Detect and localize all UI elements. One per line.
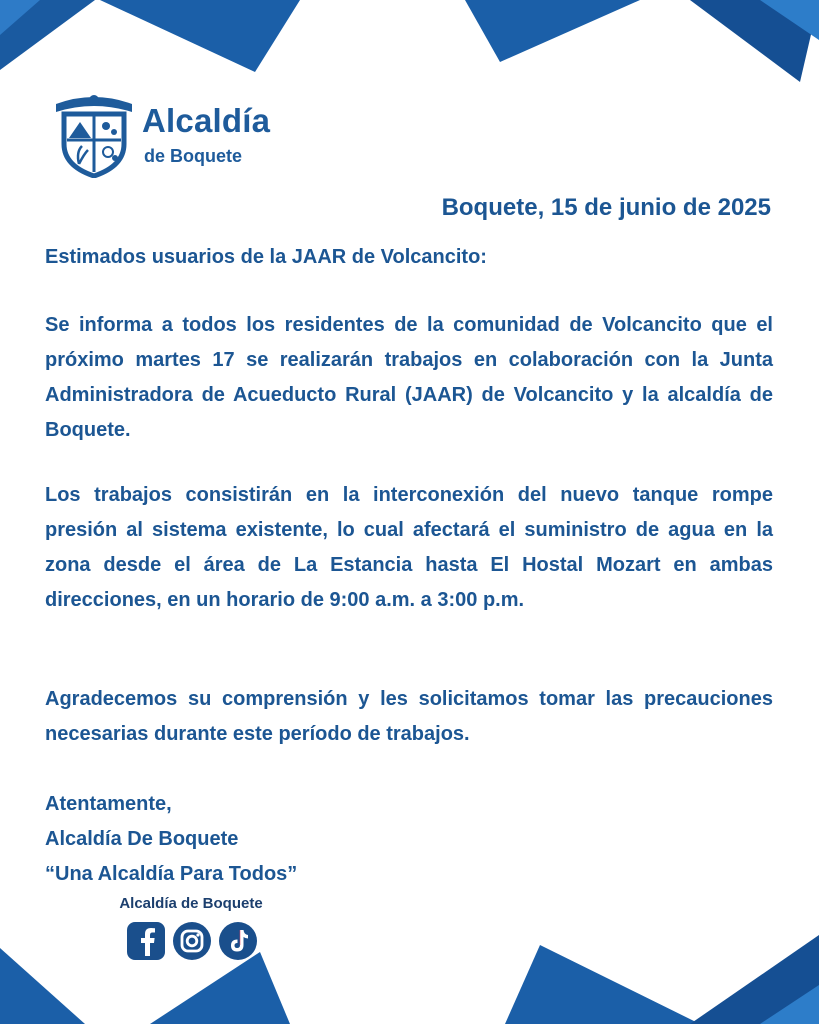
logo-subtitle: de Boquete: [144, 146, 243, 166]
paragraph-2: Los trabajos consistirán en la interconexión del nuevo tanque rompe presión al sistema existente, lo cual afectará el suministro de agua en la zona desde el área de La Estancia hasta El Hostal Mozart en ambas direcciones, en un horario de 9:00 a.m. a 3:00 p.m.: [45, 484, 773, 611]
letter-greeting: Estimados usuarios de la JAAR de Volcancito:: [45, 246, 487, 268]
signature: Alcaldía De Boquete: [45, 828, 239, 850]
facebook-icon[interactable]: [126, 921, 166, 966]
social-label: Alcaldía de Boquete: [119, 895, 263, 912]
closing: Atentamente,: [45, 793, 172, 815]
motto: “Una Alcaldía Para Todos”: [45, 863, 298, 885]
shield-emblem-icon: [52, 92, 136, 178]
social-media-block: [96, 895, 286, 912]
letter-date: Boquete, 15 de junio de 2025: [441, 194, 771, 221]
logo-title: Alcaldía: [142, 102, 271, 139]
paragraph-1: Se informa a todos los residentes de la comunidad de Volcancito que el próximo martes 17 se realizarán trabajos en colaboración con la Junta Administradora de Acueducto Rural (JAAR) de Volcancito y la alcaldía de Boquete.: [45, 314, 773, 441]
alcaldia-logo: [52, 92, 292, 184]
instagram-icon[interactable]: [172, 921, 212, 966]
paragraph-3: Agradecemos su comprensión y les solicitamos tomar las precauciones necesarias durante este período de trabajos.: [45, 688, 773, 745]
letter-signature-block: [45, 787, 773, 892]
tiktok-icon[interactable]: [218, 921, 258, 966]
